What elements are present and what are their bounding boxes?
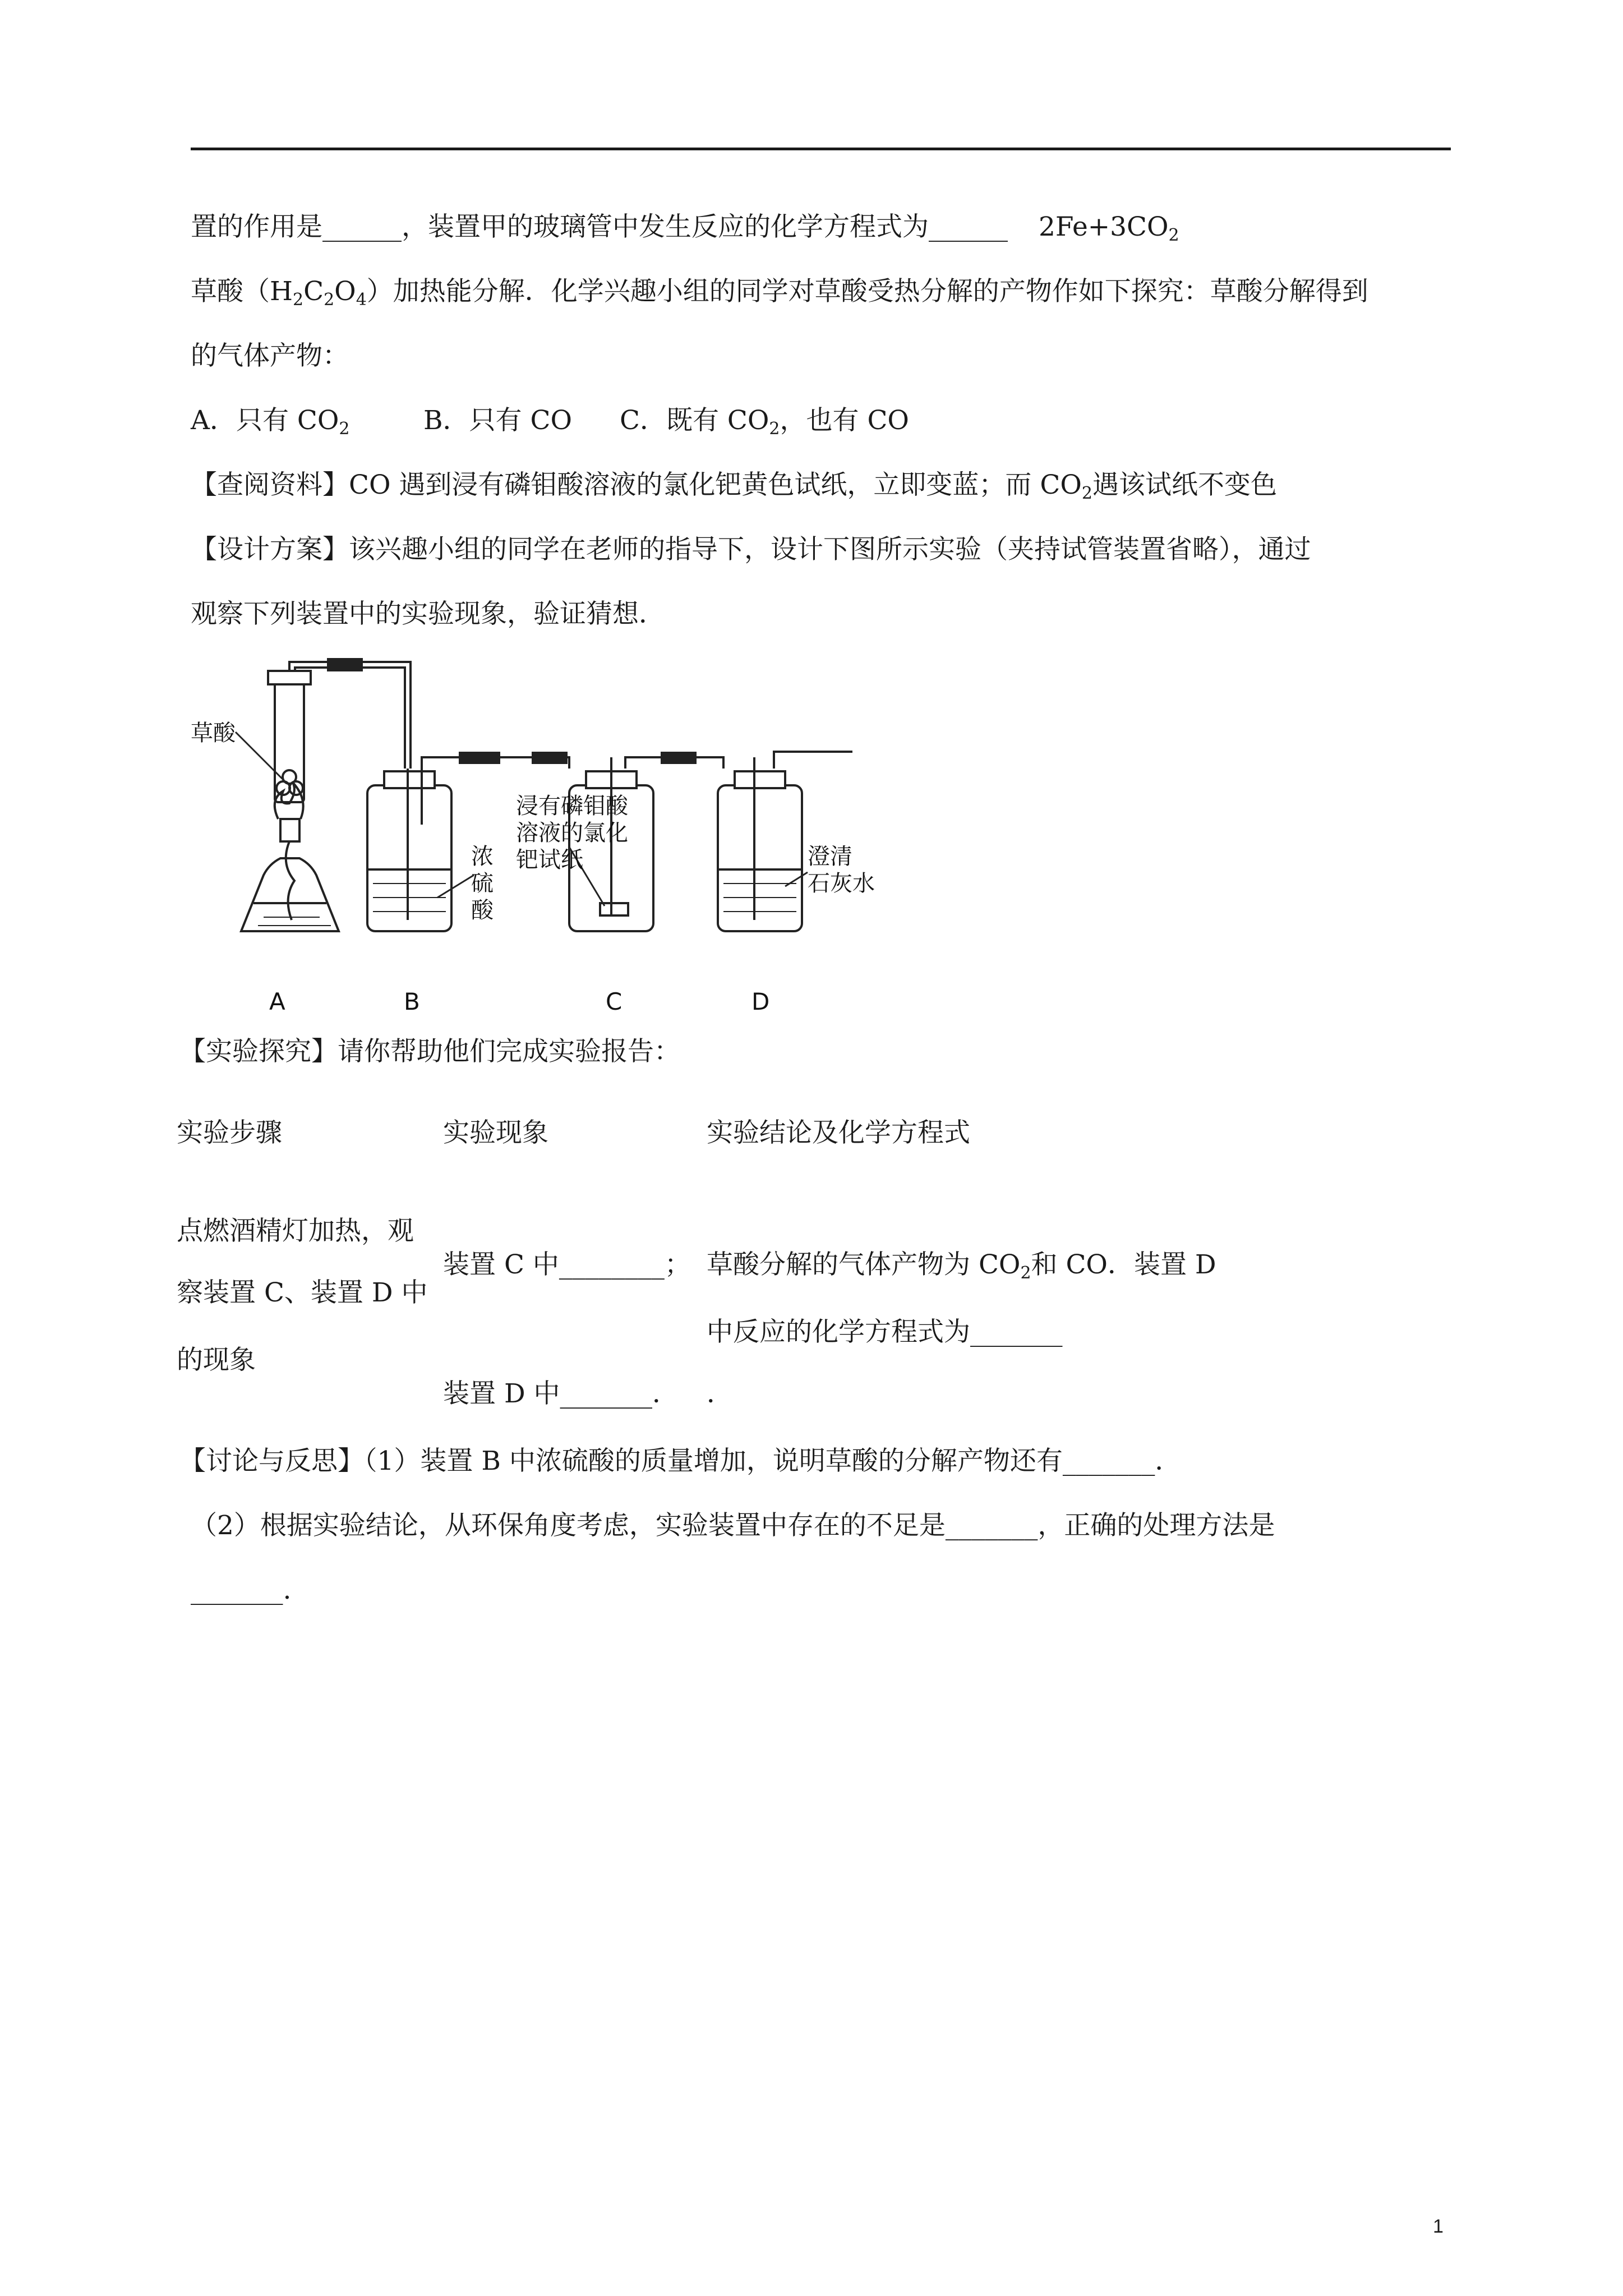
alcohol-lamp: [241, 858, 339, 931]
label-paper-1: 浸有磷钼酸: [516, 793, 628, 819]
label-b: B: [404, 988, 420, 1015]
label-lime-2: 石灰水: [808, 871, 875, 896]
table-header-step: 实验步骤: [177, 1117, 282, 1148]
option-c: [620, 404, 909, 438]
apparatus-diagram: [168, 656, 965, 1027]
reference-text: 【查阅资料】CO 遇到浸有磷钼酸溶液的氯化钯黄色试纸，立即变蓝；而 CO: [191, 470, 1082, 500]
discussion-q2-tail: _______.: [191, 1575, 292, 1605]
intro-text: O: [334, 276, 356, 307]
subscript: 2: [324, 290, 335, 310]
table-header-conclusion: 实验结论及化学方程式: [707, 1117, 970, 1148]
equation-fragment: 2Fe+3CO: [1039, 211, 1169, 242]
design-line-2: 观察下列装置中的实验现象，验证猜想．: [191, 599, 665, 629]
explore-title: 【实验探究】请你帮助他们完成实验报告：: [179, 1036, 680, 1067]
subscript: 2: [339, 419, 350, 439]
label-paper-3: 钯试纸: [516, 847, 583, 873]
intro-line-1: [191, 275, 1368, 309]
label-paper-2: 溶液的氯化: [516, 820, 628, 846]
option-b: B．只有 CO: [423, 405, 572, 436]
phenomenon-c: 装置 C 中________；: [443, 1249, 691, 1280]
label-lime-1: 澄清: [808, 844, 852, 869]
subscript: 2: [769, 419, 780, 439]
conclusion-line-3: ．: [707, 1378, 733, 1409]
option-a: [191, 404, 349, 438]
conclusion-line-2: 中反应的化学方程式为_______: [707, 1317, 1063, 1347]
option-c-tail: ，也有 CO: [780, 405, 909, 436]
reference-text: 遇该试纸不变色: [1092, 470, 1277, 500]
intro-text: 草酸（H: [191, 276, 293, 307]
step-line-1: 点燃酒精灯加热，观: [177, 1216, 414, 1246]
table-header-phenomenon: 实验现象: [443, 1117, 548, 1148]
intro-text: C: [303, 276, 324, 307]
option-c-text: C．既有 CO: [620, 405, 769, 436]
reference-line: [191, 468, 1277, 502]
intro-text: ）加热能分解．化学兴趣小组的同学对草酸受热分解的产物作如下探究：草酸分解得到: [366, 276, 1368, 307]
design-line-1: 【设计方案】该兴趣小组的同学在老师的指导下，设计下图所示实验（夹持试管装置省略），通过: [191, 534, 1311, 565]
stopper-a: [268, 671, 311, 684]
option-a-text: A．只有 CO: [191, 405, 339, 436]
label-acid-2: 硫: [471, 871, 494, 896]
label-c: C: [606, 988, 623, 1015]
subscript: 4: [356, 290, 367, 310]
subscript: 2: [1020, 1263, 1031, 1283]
step-line-3: 的现象: [177, 1345, 256, 1375]
subscript: 2: [293, 290, 304, 310]
header-rule: [191, 148, 1451, 150]
conclusion-text: 草酸分解的气体产物为 CO: [707, 1249, 1021, 1280]
label-a: A: [269, 988, 285, 1015]
label-acid-1: 浓: [471, 844, 494, 869]
label-d: D: [751, 988, 770, 1015]
discussion-q2: （2）根据实验结论，从环保角度考虑，实验装置中存在的不足是_______，正确的处理方法是: [191, 1510, 1275, 1541]
label-oxalic-acid: 草酸: [191, 720, 236, 746]
intro-line-2: 的气体产物：: [191, 341, 349, 371]
bottle-b: [367, 785, 451, 931]
page-number: 1: [1433, 2216, 1444, 2237]
bottle-d: [718, 785, 802, 931]
line1-text: 置的作用是______，装置甲的玻璃管中发生反应的化学方程式为______: [191, 211, 1008, 242]
label-acid-3: 酸: [471, 898, 494, 923]
step-line-2: 察装置 C、装置 D 中: [177, 1277, 428, 1308]
discussion-q1: 【讨论与反思】（1）装置 B 中浓硫酸的质量增加，说明草酸的分解产物还有_______．: [179, 1446, 1182, 1476]
subscript: 2: [1081, 484, 1092, 503]
text-line-1: [191, 210, 1179, 244]
conclusion-text: 和 CO．装置 D: [1031, 1249, 1216, 1280]
conclusion-line-1: [707, 1248, 1216, 1282]
subscript: 2: [1168, 226, 1179, 245]
phenomenon-d: 装置 D 中_______．: [443, 1378, 679, 1409]
